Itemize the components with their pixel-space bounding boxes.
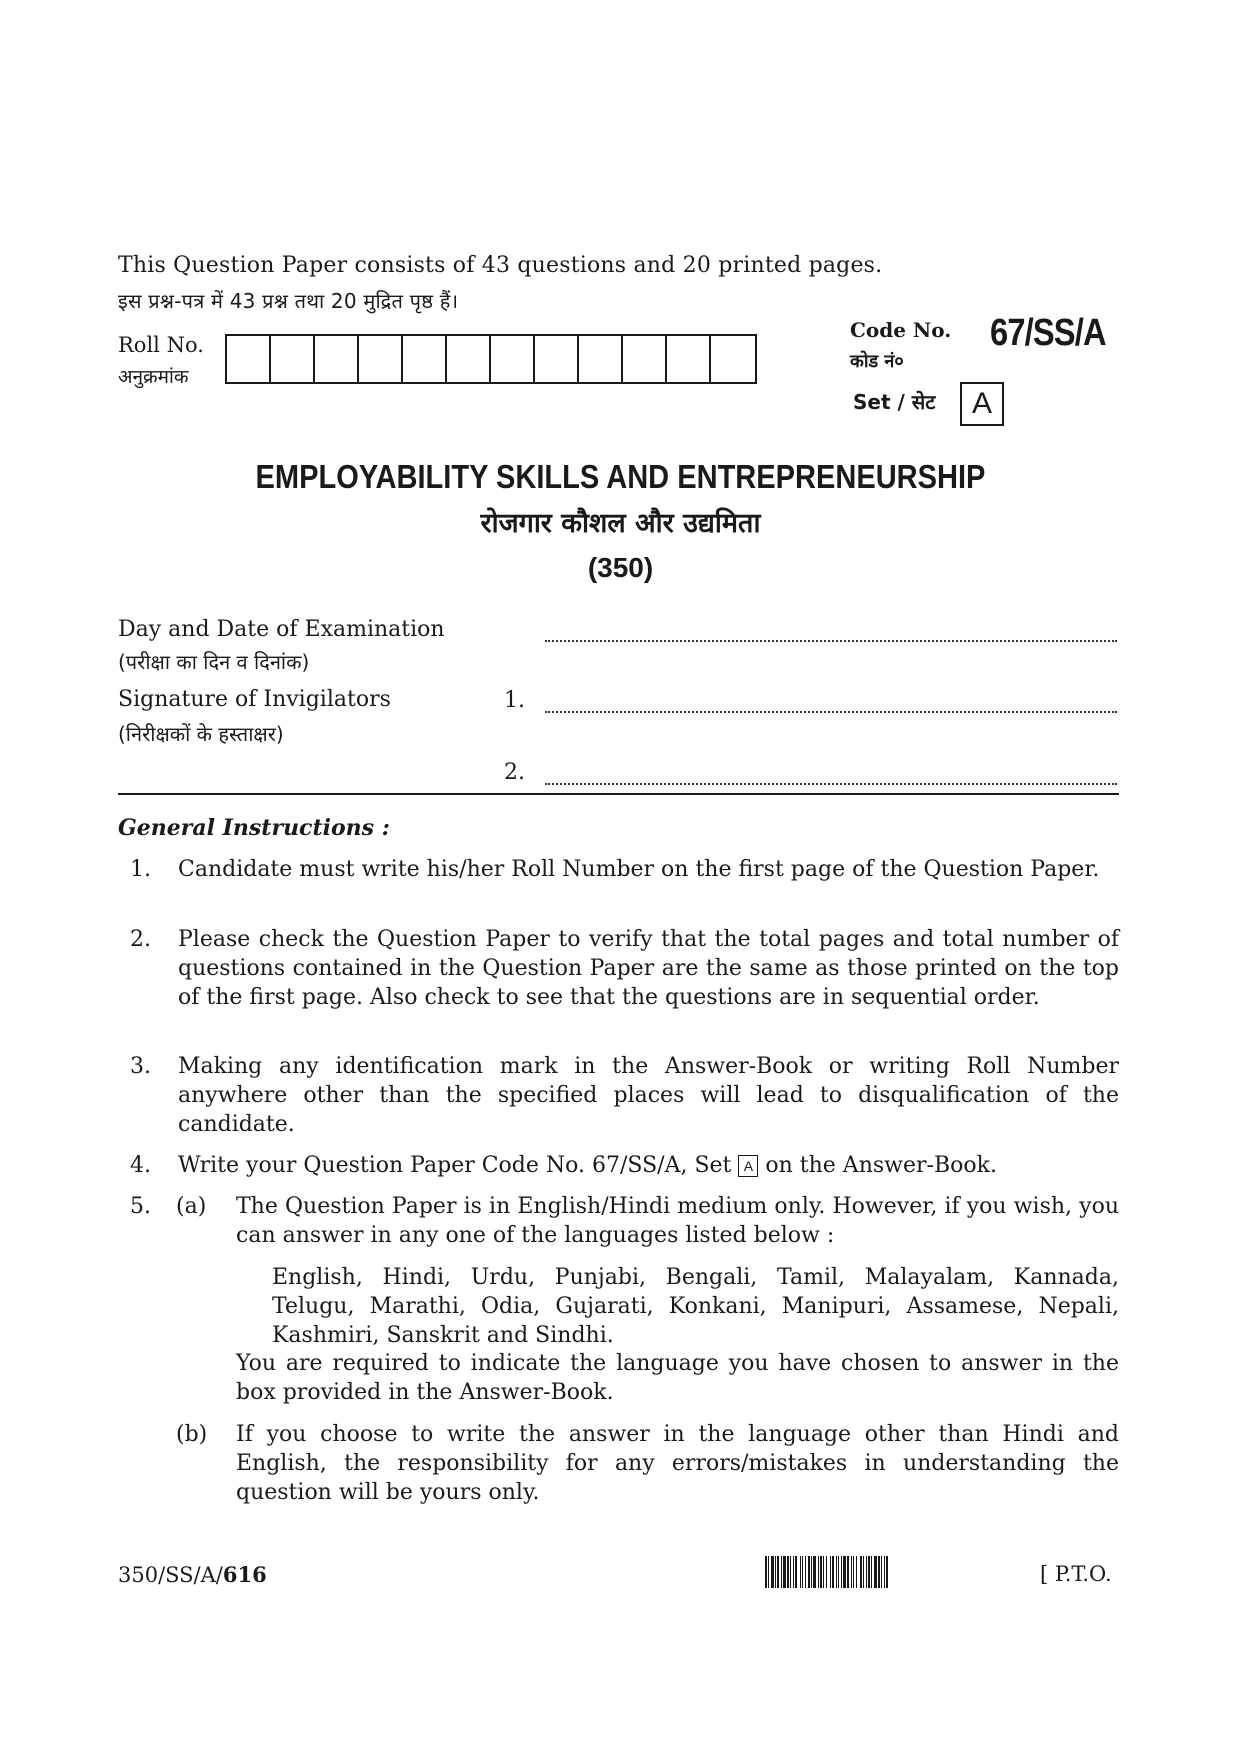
instruction-number: 5. bbox=[130, 1194, 151, 1219]
code-label-english: Code No. bbox=[850, 318, 952, 342]
roll-digit-box[interactable] bbox=[667, 336, 711, 382]
instruction-text: The Question Paper is in English/Hindi medium only. However, if you wish, you can answer in any one of the languages listed below : bbox=[236, 1194, 1119, 1248]
paper-info-english: This Question Paper consists of 43 questions and 20 printed pages. bbox=[118, 253, 883, 278]
instruction-number: 1. bbox=[130, 857, 151, 882]
page-turn-over: [ P.T.O. bbox=[1040, 1562, 1112, 1586]
subject-title-english: EMPLOYABILITY SKILLS AND ENTREPRENEURSHIP bbox=[255, 458, 986, 495]
languages-list bbox=[118, 1263, 1119, 1350]
code-label-hindi: कोड नं० bbox=[850, 351, 904, 372]
roll-digit-box[interactable] bbox=[403, 336, 447, 382]
instruction-text bbox=[178, 1151, 1119, 1180]
invigilator-1-line[interactable] bbox=[545, 711, 1117, 713]
roll-digit-box[interactable] bbox=[535, 336, 579, 382]
instruction-number: 4. bbox=[130, 1153, 151, 1178]
set-value-box: A bbox=[960, 382, 1004, 426]
instruction-4 bbox=[118, 1151, 1119, 1180]
language-note bbox=[118, 1349, 1119, 1407]
invigilator-2-line[interactable] bbox=[545, 783, 1117, 785]
roll-digit-box[interactable] bbox=[491, 336, 535, 382]
footer-paper-code bbox=[118, 1562, 267, 1587]
instruction-5b bbox=[118, 1420, 1119, 1507]
subject-code: (350) bbox=[587, 552, 654, 583]
subject-title-hindi: रोजगार कौशल और उद्यमिता bbox=[480, 508, 761, 539]
invigilator-2-number: 2. bbox=[504, 760, 525, 785]
sub-instruction-letter: (a) bbox=[176, 1194, 207, 1219]
instruction-5a bbox=[118, 1192, 1119, 1250]
exam-date-label: Day and Date of Examination bbox=[118, 617, 445, 642]
invigilators-label-hindi: (निरीक्षकों के हस्ताक्षर) bbox=[118, 722, 284, 746]
sub-instruction-letter: (b) bbox=[176, 1422, 208, 1447]
instruction-2 bbox=[118, 925, 1119, 1012]
code-number-value: 67/SS/A bbox=[990, 312, 1106, 354]
roll-number-boxes[interactable] bbox=[225, 334, 757, 384]
footer-code-prefix: 350/SS/A/ bbox=[118, 1563, 223, 1587]
code-number-label bbox=[850, 314, 951, 378]
instruction-4-pre: Write your Question Paper Code No. 67/SS/A, Set bbox=[178, 1153, 732, 1178]
roll-digit-box[interactable] bbox=[315, 336, 359, 382]
invigilator-1-number: 1. bbox=[504, 688, 525, 713]
roll-digit-box[interactable] bbox=[359, 336, 403, 382]
instruction-3 bbox=[118, 1052, 1119, 1139]
instruction-number: 3. bbox=[130, 1054, 151, 1079]
barcode-bar bbox=[886, 1556, 888, 1588]
invigilators-label: Signature of Invigilators bbox=[118, 687, 391, 712]
paper-info-hindi: इस प्रश्न-पत्र में 43 प्रश्न तथा 20 मुद्रित पृष्ठ हैं। bbox=[118, 289, 459, 313]
exam-date-line[interactable] bbox=[545, 640, 1117, 642]
roll-number-label: Roll No. bbox=[118, 333, 204, 357]
roll-digit-box[interactable] bbox=[623, 336, 667, 382]
roll-digit-box[interactable] bbox=[271, 336, 315, 382]
instruction-number: 2. bbox=[130, 927, 151, 952]
set-inline-box: A bbox=[738, 1155, 758, 1177]
roll-digit-box[interactable] bbox=[711, 336, 755, 382]
roll-digit-box[interactable] bbox=[447, 336, 491, 382]
footer-code-number: 616 bbox=[222, 1562, 267, 1587]
instruction-text: Please check the Question Paper to verify that the total pages and total number of questions contained in the Question Paper are the same as those printed on the top of the first page. Also check to see that the questions are in sequential order. bbox=[178, 927, 1119, 1010]
exam-date-label-hindi: (परीक्षा का दिन व दिनांक) bbox=[118, 650, 310, 674]
barcode bbox=[765, 1556, 888, 1588]
roll-number-label-hindi: अनुक्रमांक bbox=[118, 366, 189, 388]
instruction-text: If you choose to write the answer in the language other than Hindi and English, the responsibility for any errors/mistakes in understanding the question will be yours only. bbox=[236, 1422, 1119, 1505]
languages-text: English, Hindi, Urdu, Punjabi, Bengali, Tamil, Malayalam, Kannada, Telugu, Marathi, Odia, Gujarati, Konkani, Manipuri, Assamese, Nepali, Kashmiri, Sanskrit and Sindhi. bbox=[272, 1265, 1119, 1348]
instruction-4-post: on the Answer-Book. bbox=[765, 1153, 997, 1178]
divider bbox=[118, 793, 1119, 795]
set-label: Set / सेट bbox=[853, 390, 936, 414]
instructions-heading: General Instructions : bbox=[118, 815, 390, 841]
roll-digit-box[interactable] bbox=[227, 336, 271, 382]
roll-digit-box[interactable] bbox=[579, 336, 623, 382]
instruction-text: Making any identification mark in the Answer-Book or writing Roll Number anywhere other than the specified places will lead to disqualification of the candidate. bbox=[178, 1054, 1119, 1137]
instruction-1 bbox=[118, 855, 1119, 884]
instruction-text: Candidate must write his/her Roll Number on the first page of the Question Paper. bbox=[178, 857, 1100, 882]
language-note-text: You are required to indicate the language you have chosen to answer in the box provided in the Answer-Book. bbox=[236, 1351, 1119, 1405]
